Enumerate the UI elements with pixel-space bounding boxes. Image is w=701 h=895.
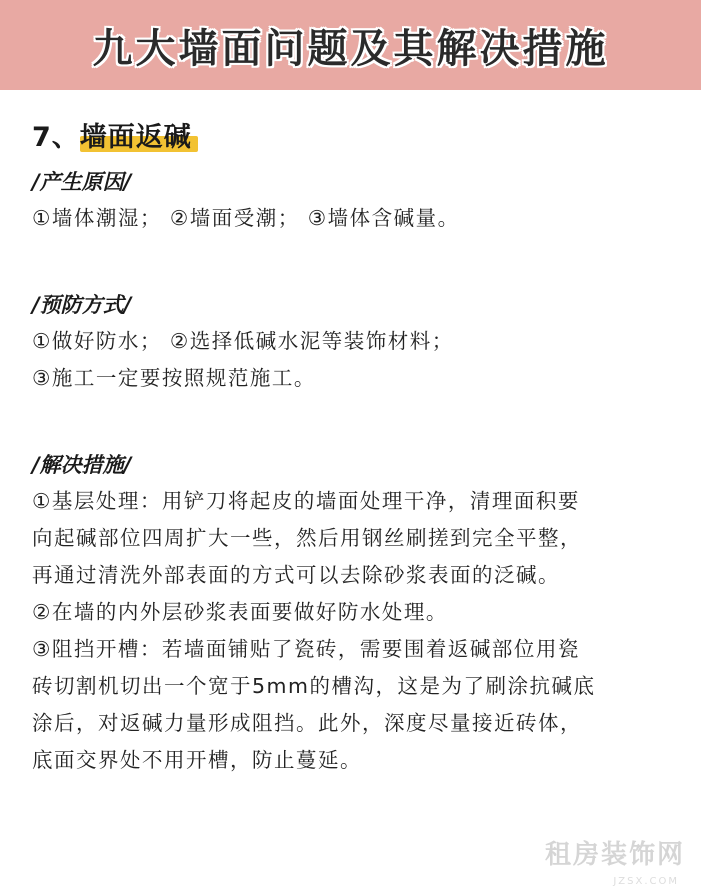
page-title: 九大墙面问题及其解决措施 [92,25,609,72]
solutions-line: 向起碱部位四周扩大一些，然后用钢丝刷搓到完全平整， [32,526,582,550]
causes-line: ①墙体潮湿； ②墙面受潮； ③墙体含碱量。 [32,206,460,230]
solutions-heading: /解决措施/ [32,453,132,477]
prevention-line: ①做好防水； ②选择低碱水泥等装饰材料； [32,329,454,353]
solutions-line: 再通过清洗外部表面的方式可以去除砂浆表面的泛碱。 [32,563,560,587]
solutions-line: ②在墙的内外层砂浆表面要做好防水处理。 [32,600,448,624]
solutions-line: 底面交界处不用开槽，防止蔓延。 [32,748,362,772]
section-title: 墙面返碱 [79,122,192,153]
prevention-line: ③施工一定要按照规范施工。 [32,366,316,390]
title-banner [0,0,701,90]
solutions-line: 涂后，对返碱力量形成阻挡。此外，深度尽量接近砖体， [32,711,582,735]
article-content [32,118,682,779]
causes-heading: /产生原因/ [32,170,132,194]
solutions-line: 砖切割机切出一个宽于5mm的槽沟，这是为了刷涂抗碱底 [32,674,596,698]
watermark-logo: 租房装饰网 [544,840,685,870]
solutions-line: ③阻挡开槽：若墙面铺贴了瓷砖，需要围着返碱部位用瓷 [32,637,580,661]
section-heading [32,118,192,158]
spacer [32,397,682,447]
prevention-heading: /预防方式/ [32,293,132,317]
solutions-line: ①基层处理：用铲刀将起皮的墙面处理干净，清理面积要 [32,489,580,513]
spacer [32,237,682,287]
watermark-url: JZSX.COM [613,876,679,887]
section-number: 7、 [32,122,80,153]
